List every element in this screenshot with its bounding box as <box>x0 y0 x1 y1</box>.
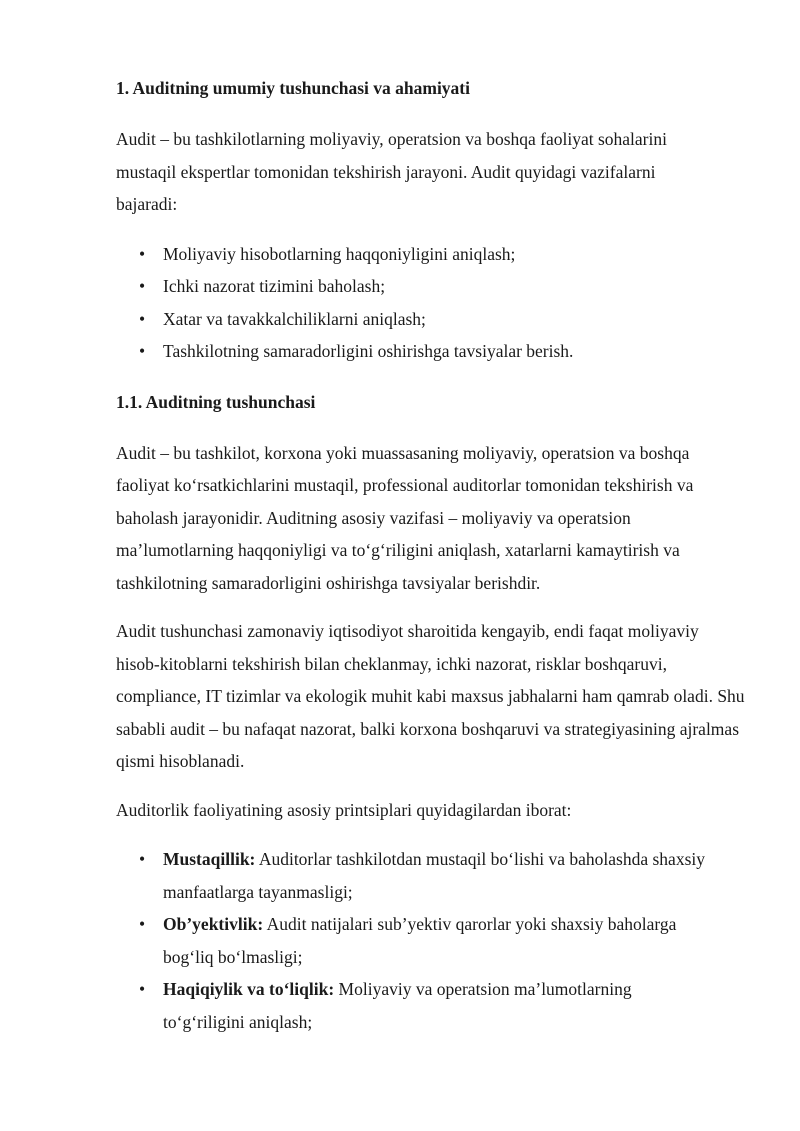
principle-term: Mustaqillik: <box>163 849 256 869</box>
document-page <box>116 74 746 1038</box>
bullet-list <box>116 238 746 368</box>
list-item <box>116 843 716 908</box>
bullet-icon: • <box>139 849 146 869</box>
list-item: • Ichki nazorat tizimini baholash; <box>116 270 746 303</box>
section-heading: 1. Auditning umumiy tushunchasi va ahamiyati <box>116 78 470 98</box>
list-item <box>116 973 716 1038</box>
bullet-icon: • <box>139 341 146 361</box>
paragraph: Audit – bu tashkilotlarning moliyaviy, operatsion va boshqa faoliyat sohalarini mustaqil ekspertlar tomonidan tekshirish jarayoni. Audit quyidagi vazifalarni bajaradi: <box>116 129 667 214</box>
principle-text: Audit natijalari subʼyektiv qarorlar yoki shaxsiy baholarga bogʻliq boʻlmasligi; <box>163 914 677 967</box>
paragraph: Audit – bu tashkilot, korxona yoki muassasaning moliyaviy, operatsion va boshqa faoliyat koʻrsatkichlarini mustaqil, professional auditorlar tomonidan tekshirish va baholash jarayonidir. Auditning asosiy vazifasi – moliyaviy va operatsion maʼlumotlarning haqqoniyligi va toʻgʻriligini aniqlash, xatarlarni kamaytirish va tashkilotning samaradorligini oshirishga tavsiyalar berishdir. <box>116 442 694 593</box>
list-item: • Xatar va tavakkalchiliklarni aniqlash; <box>116 303 746 336</box>
list-item: • Moliyaviy hisobotlarning haqqoniyligini aniqlash; <box>116 238 746 271</box>
paragraph: Audit tushunchasi zamonaviy iqtisodiyot sharoitida kengayib, endi faqat moliyaviy hisob-kitoblarni tekshirish bilan cheklanmay, ichki nazorat, risklar boshqaruvi, compliance, IT tizimlar va ekologik muhit kabi maxsus jabhalarni ham qamrab oladi. Shu sababli audit – bu nafaqat nazorat, balki korxona boshqaruvi va strategiyasining ajralmas qismi hisoblanadi. <box>116 621 745 771</box>
bullet-icon: • <box>139 276 146 296</box>
principle-term: Obʼyektivlik: <box>163 914 264 934</box>
bullet-icon: • <box>139 979 146 999</box>
principle-term: Haqiqiylik va toʻliqlik: <box>163 979 335 999</box>
bullet-icon: • <box>139 914 146 934</box>
bullet-icon: • <box>139 243 146 264</box>
principles-list <box>116 843 716 1038</box>
list-item <box>116 908 716 973</box>
principle-text: Auditorlar tashkilotdan mustaqil boʻlishi va baholashda shaxsiy manfaatlarga tayanmasligi; <box>163 849 705 902</box>
bullet-icon: • <box>139 308 146 329</box>
list-item: • Tashkilotning samaradorligini oshirishga tavsiyalar berish. <box>116 335 746 368</box>
principle-text: Moliyaviy va operatsion maʼlumotlarning toʻgʻriligini aniqlash; <box>163 979 632 1032</box>
paragraph: Auditorlik faoliyatining asosiy printsiplari quyidagilardan iborat: <box>116 799 572 820</box>
subsection-heading: 1.1. Auditning tushunchasi <box>116 391 316 412</box>
